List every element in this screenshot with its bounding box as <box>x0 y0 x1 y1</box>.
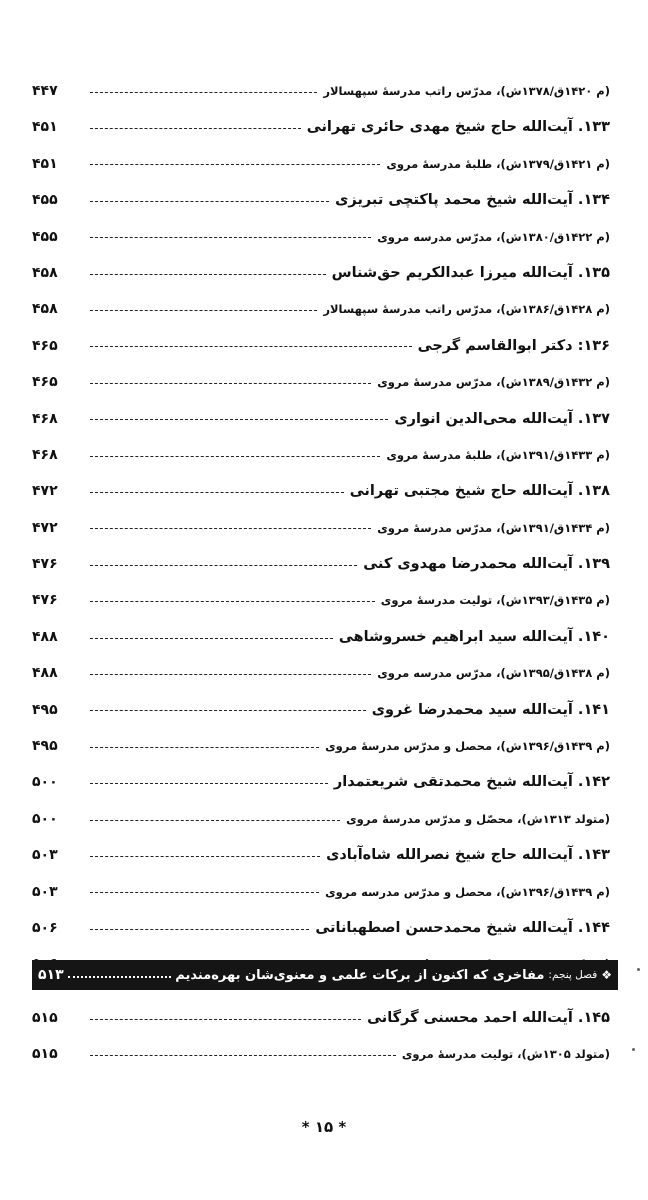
chapter-page-number: ۵۱۳ <box>38 967 64 983</box>
leader-dashes <box>90 383 371 384</box>
table-of-contents-continued <box>32 1000 610 1073</box>
leader-dashes <box>90 92 317 93</box>
leader-dashes <box>90 638 333 639</box>
toc-entry <box>32 401 610 437</box>
leader-dashes <box>90 201 329 202</box>
toc-entry <box>32 182 610 218</box>
toc-entry <box>32 255 610 291</box>
leader-dashes <box>90 346 412 347</box>
page-number: ۴۵۱ <box>32 119 58 136</box>
entry-text: (م ۱۴۳۲ق/۱۳۸۹ش)، مدرّس مدرسهٔ مروی <box>377 375 610 390</box>
entry-text: (م ۱۴۳۴ق/۱۳۹۱ش)، مدرّس مدرسهٔ مروی <box>377 520 610 535</box>
leader-dashes <box>90 565 357 566</box>
entry-text: ۱۳۴. آیت‌الله شیخ محمد پاکتچی تبریزی <box>335 192 610 209</box>
page-number: ۴۵۱ <box>32 155 58 172</box>
leader-dashes <box>90 856 320 857</box>
entry-text: ۱۳۹. آیت‌الله محمدرضا مهدوی کنی <box>363 556 610 573</box>
page-number: ۴۶۵ <box>32 337 58 354</box>
chapter-prefix: فصل پنجم: <box>548 969 598 981</box>
leader-dashes <box>90 710 366 711</box>
page-number: ۵۰۰ <box>32 810 58 827</box>
page-number: ۵۰۳ <box>32 883 58 900</box>
entry-text: (م ۱۴۲۰ق/۱۳۷۸ش)، مدرّس راتب مدرسهٔ سپهسالار <box>323 84 610 98</box>
leader-dashes <box>90 1055 396 1056</box>
toc-entry <box>32 837 610 873</box>
leader-dashes <box>90 492 344 493</box>
toc-subentry <box>32 146 610 182</box>
leader-dashes <box>90 892 319 893</box>
diamond-icon: ❖ <box>601 968 612 982</box>
entry-text: (م ۱۴۳۹ق/۱۳۹۶ش)، محصل و مدرّس مدرسهٔ مروی <box>325 739 610 754</box>
entry-text: ۱۴۴. آیت‌الله شیخ محمدحسن اصطهباناتی <box>315 919 610 936</box>
page-number: ۴۴۷ <box>32 83 58 99</box>
page-number: ۴۷۲ <box>32 519 58 536</box>
toc-entry <box>32 109 610 145</box>
toc-subentry <box>32 73 610 109</box>
leader-dashes <box>90 1019 361 1020</box>
table-of-contents <box>32 73 610 983</box>
leader-dashes <box>90 164 380 165</box>
leader-dashes <box>90 274 326 275</box>
page-number: ۵۰۶ <box>32 919 58 936</box>
toc-subentry <box>32 655 610 691</box>
page-number: ۵۱۵ <box>32 1010 58 1026</box>
toc-subentry <box>32 510 610 546</box>
entry-text: (متولد ۱۳۰۵ش)، تولیت مدرسهٔ مروی <box>401 1047 610 1062</box>
entry-text: ۱۳۷. آیت‌الله محی‌الدین انواری <box>394 410 610 427</box>
entry-text: (م ۱۴۳۵ق/۱۳۹۳ش)، تولیت مدرسهٔ مروی <box>380 593 610 608</box>
leader-dots <box>68 976 172 978</box>
toc-entry <box>32 546 610 582</box>
toc-subentry <box>32 801 610 837</box>
toc-entry <box>32 473 610 509</box>
page-number: ۴۶۸ <box>32 410 58 427</box>
entry-text: ۱۴۵. آیت‌الله احمد محسنی گرگانی <box>367 1010 610 1026</box>
entry-text: (م ۱۴۳۳ق/۱۳۹۱ش)، طلبهٔ مدرسهٔ مروی <box>386 447 610 462</box>
page-number: ۵۰۰ <box>32 774 58 791</box>
page-number: ۵۱۵ <box>32 1046 58 1063</box>
page-number: ۴۵۵ <box>32 228 58 245</box>
entry-text: (م ۱۴۳۸ق/۱۳۹۵ش)، مدرّس مدرسه مروی <box>377 666 610 681</box>
toc-subentry <box>32 437 610 473</box>
scan-speck <box>637 968 640 971</box>
page-number: ۴۷۶ <box>32 556 58 573</box>
entry-text: (م ۱۴۲۲ق/۱۳۸۰ش)، مدرّس مدرسه مروی <box>377 229 610 244</box>
toc-subentry <box>32 728 610 764</box>
toc-subentry <box>32 582 610 618</box>
entry-text: ۱۳۶: دکتر ابوالقاسم گرجی <box>417 337 610 354</box>
leader-dashes <box>90 419 388 420</box>
leader-dashes <box>90 237 371 238</box>
entry-text: ۱۴۲. آیت‌الله شیخ محمدتقی شریعتمدار <box>333 774 610 791</box>
toc-entry <box>32 910 610 946</box>
toc-entry <box>32 764 610 800</box>
page-number: ۴۶۵ <box>32 374 58 391</box>
entry-text: ۱۳۳. آیت‌الله حاج شیخ مهدی حائری تهرانی <box>306 119 610 136</box>
page-number: ۴۹۵ <box>32 738 58 755</box>
toc-subentry <box>32 291 610 327</box>
page-footer: * ۱۵ * <box>301 1118 347 1136</box>
toc-subentry <box>32 364 610 400</box>
page-number: ۴۸۸ <box>32 665 58 682</box>
page-number: ۴۷۶ <box>32 592 58 609</box>
page-number: ۵۰۳ <box>32 847 58 864</box>
chapter-title: مفاخری که اکنون از برکات علمی و معنوی‌شان بهره‌مندیم <box>175 967 545 983</box>
leader-dashes <box>90 674 371 675</box>
leader-dashes <box>90 747 319 748</box>
leader-dashes <box>90 820 340 821</box>
entry-text: (م ۱۴۲۱ق/۱۳۷۹ش)، طلبهٔ مدرسهٔ مروی <box>386 156 610 171</box>
toc-subentry <box>32 874 610 910</box>
entry-text: ۱۴۳. آیت‌الله حاج شیخ نصرالله شاه‌آبادی <box>326 847 610 864</box>
toc-subentry <box>32 1036 610 1072</box>
entry-text: (م ۱۴۳۹ق/۱۳۹۶ش)، محصل و مدرّس مدرسه مروی <box>325 884 610 899</box>
toc-subentry <box>32 219 610 255</box>
leader-dashes <box>90 601 375 602</box>
entry-text: (م ۱۴۲۸ق/۱۳۸۶ش)، مدرّس راتب مدرسهٔ سپهسالار <box>323 302 610 317</box>
page-number: ۴۵۵ <box>32 192 58 209</box>
toc-entry <box>32 1000 610 1036</box>
page-number: ۴۶۸ <box>32 446 58 463</box>
entry-text: ۱۴۰. آیت‌الله سید ابراهیم خسروشاهی <box>338 628 610 645</box>
page-number: ۴۵۸ <box>32 301 58 318</box>
toc-entry <box>32 328 610 364</box>
scan-speck <box>632 1048 635 1051</box>
entry-text: ۱۳۸. آیت‌الله حاج شیخ مجتبی تهرانی <box>349 483 610 500</box>
page-number: ۴۸۸ <box>32 628 58 645</box>
entry-text: ۱۴۱. آیت‌الله سید محمدرضا غروی <box>371 701 610 718</box>
toc-entry <box>32 692 610 728</box>
entry-text: (متولد ۱۳۱۳ش)، محصّل و مدرّس مدرسهٔ مروی <box>346 811 610 826</box>
leader-dashes <box>90 783 328 784</box>
page-number: ۴۹۵ <box>32 701 58 718</box>
leader-dashes <box>90 929 309 930</box>
leader-dashes <box>90 128 301 129</box>
leader-dashes <box>90 310 317 311</box>
chapter-heading <box>32 960 618 990</box>
toc-entry <box>32 619 610 655</box>
entry-text: ۱۳۵. آیت‌الله میرزا عبدالکریم حق‌شناس <box>331 264 610 281</box>
leader-dashes <box>90 528 371 529</box>
leader-dashes <box>90 456 380 457</box>
page-number: ۴۵۸ <box>32 264 58 281</box>
page-number: ۴۷۲ <box>32 483 58 500</box>
